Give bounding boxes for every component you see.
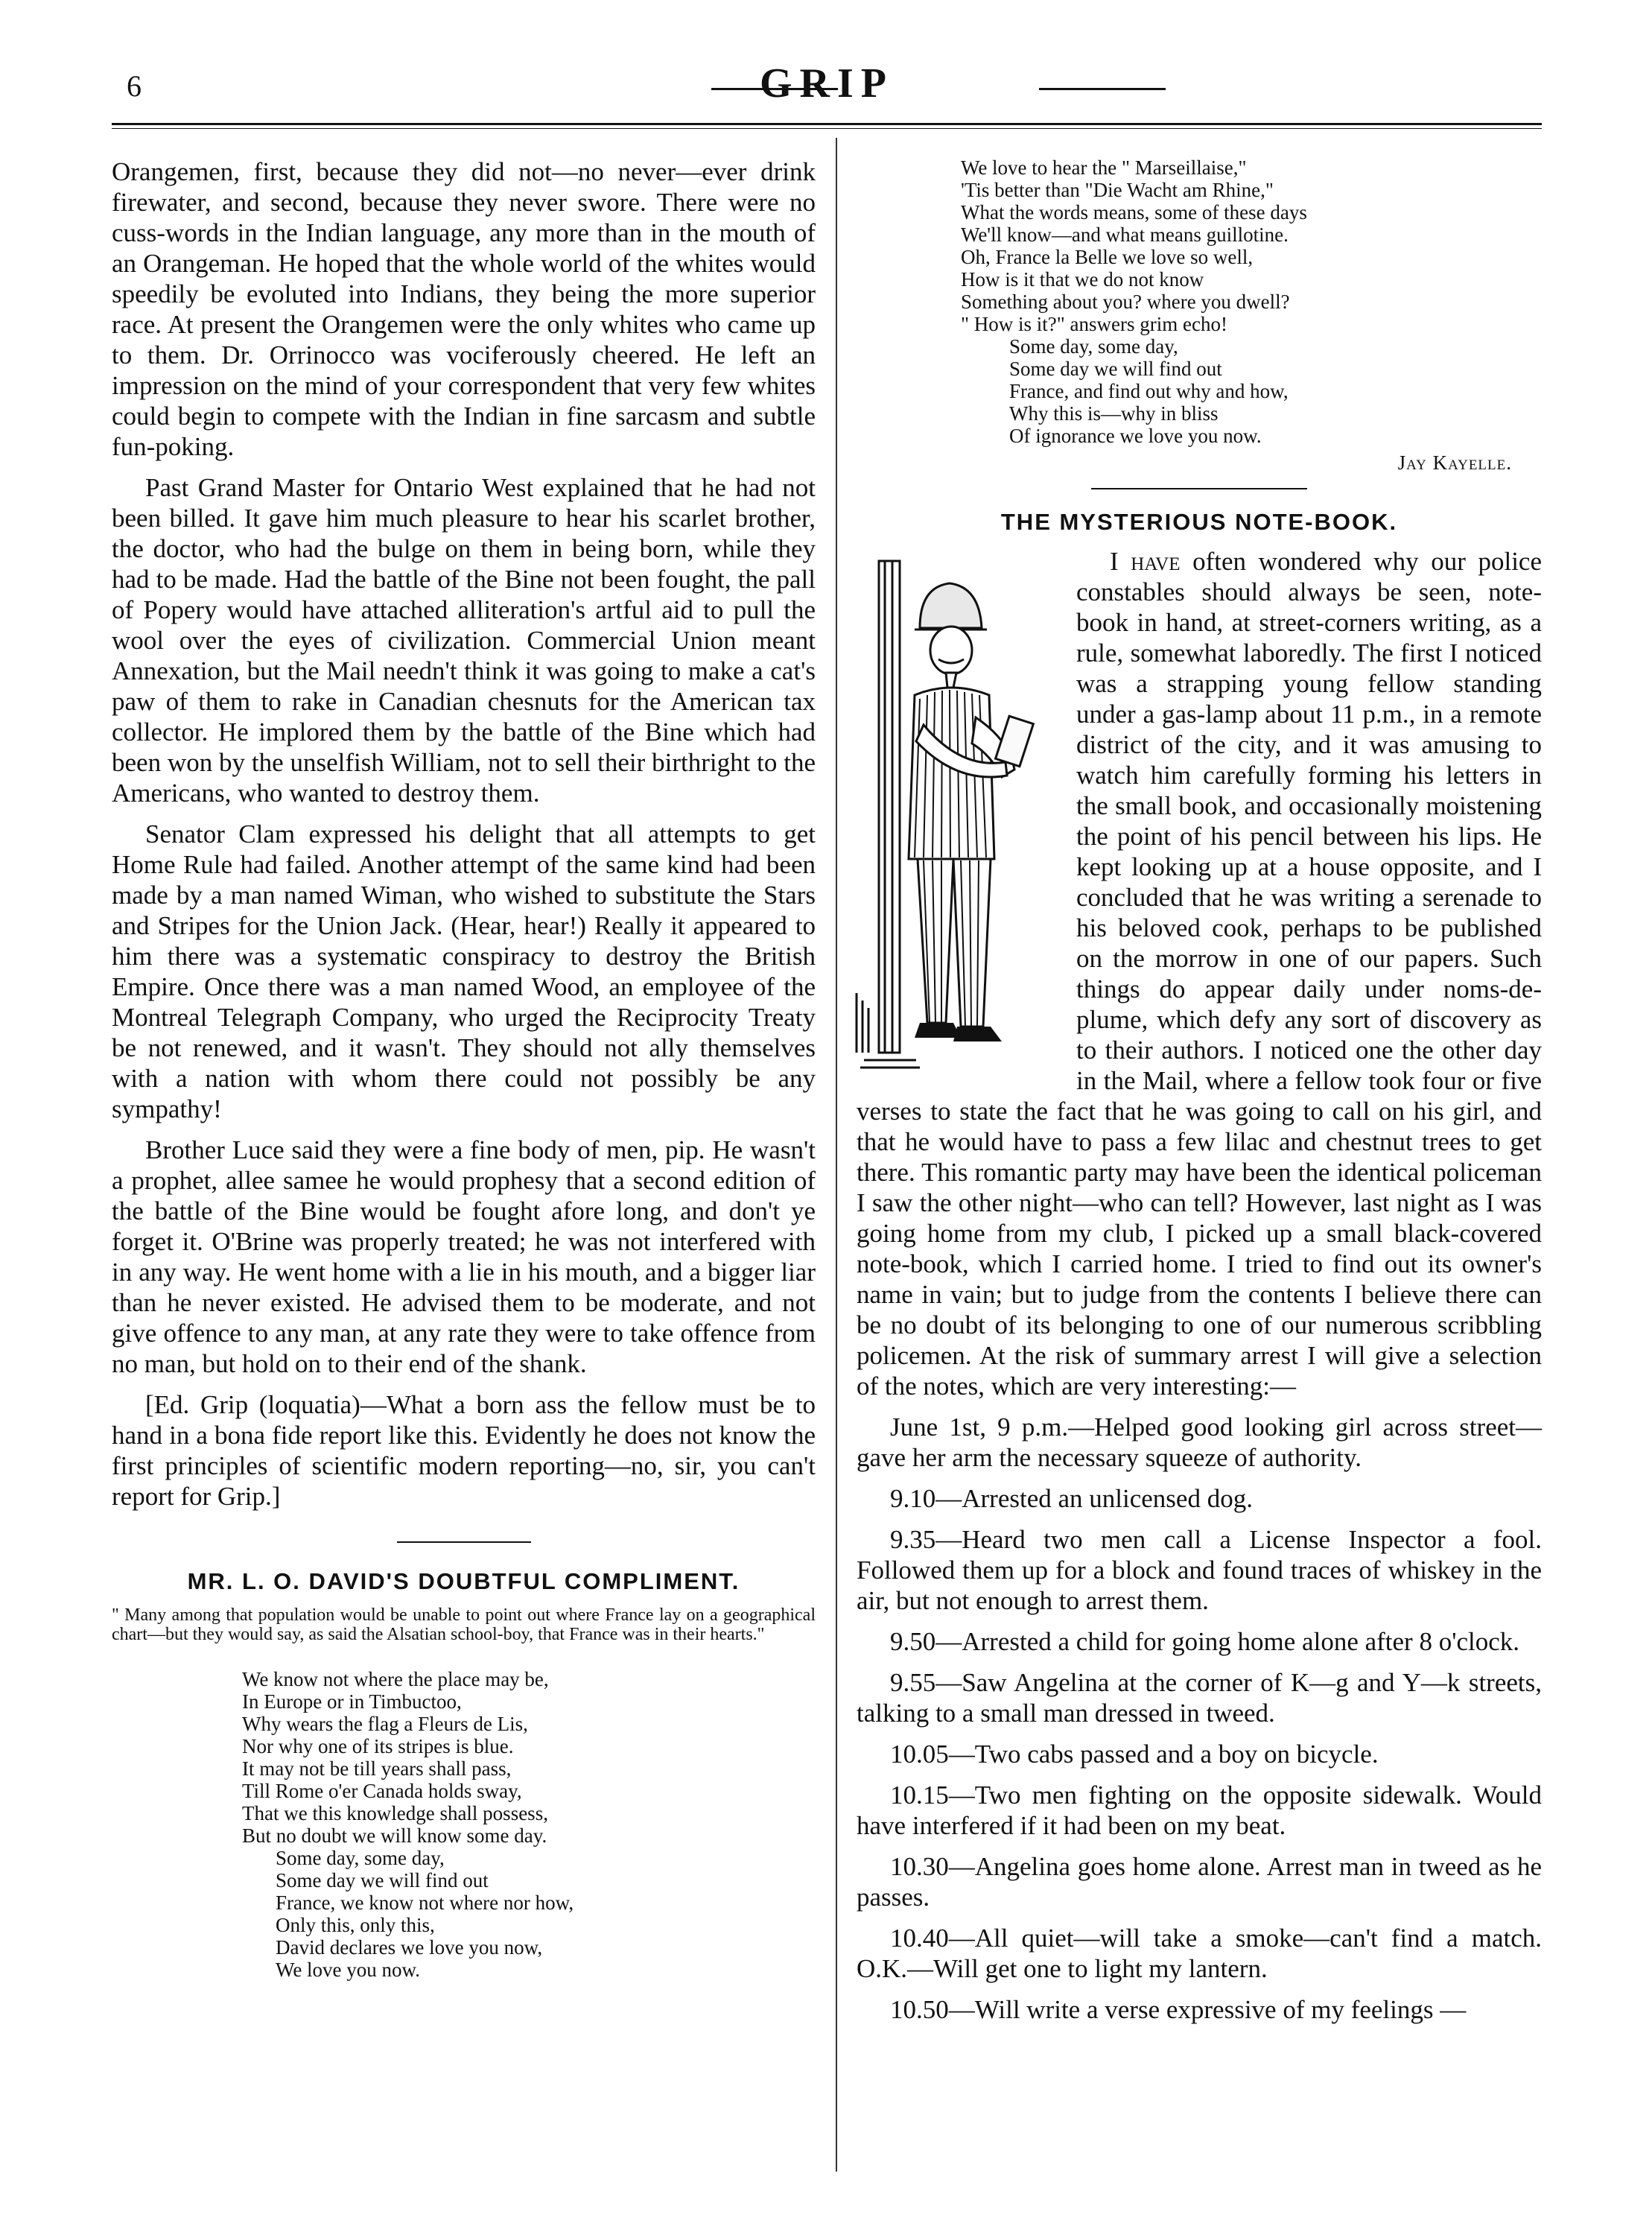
notebook-entry: 10.30—Angelina goes home alone. Arrest man in tweed as he passes.: [857, 1852, 1542, 1912]
masthead-title: GRIP: [760, 60, 894, 107]
poem-line: Only this, only this,: [276, 1914, 435, 1936]
poem-line: France, we know not where nor how,: [276, 1892, 574, 1914]
paragraph-editor-note: [Ed. Grip (loquatia)—What a born ass the fellow must be to hand in a bona fide report like this. Evidently he does not know the first principles of scientific modern reporting—no, sir, you can't report for Grip.]: [112, 1390, 816, 1511]
left-column: [112, 156, 816, 1981]
poem-line: Why this is—why in bliss: [1009, 402, 1219, 425]
poem-line: Nor why one of its stripes is blue.: [242, 1735, 514, 1757]
poem-line: We love you now.: [276, 1959, 421, 1981]
notebook-entry: 10.40—All quiet—will take a smoke—can't find a match. O.K.—Will get one to light my lantern.: [857, 1924, 1542, 1983]
section-rule: [397, 1541, 531, 1543]
paragraph-senator-clam: Senator Clam expressed his delight that all attempts to get Home Rule had failed. Another attempt of the same kind had been made by a man named Wiman, who wished to substitute the Stars and Stripes for the Union Jack. (Hear, hear!) Really it appeared to him there was a systematic conspiracy to destroy the British Empire. Once there was a man named Wood, an employee of the Montreal Telegraph Company, who urged the Reciprocity Treaty be not renewed, and it wasn't. They should not ally themselves with a nation with whom there could not possibly be any sympathy!: [112, 819, 816, 1123]
section-rule: [1091, 488, 1307, 489]
poem-line: But no doubt we will know some day.: [242, 1824, 547, 1847]
poem-line: Why wears the flag a Fleurs de Lis,: [242, 1713, 528, 1735]
column-divider: [836, 138, 837, 2172]
poem-line: It may not be till years shall pass,: [242, 1757, 512, 1780]
header-rule: [112, 123, 1542, 125]
masthead-rule-right: [1039, 88, 1166, 90]
poem-line: Some day, some day,: [276, 1847, 445, 1869]
intro-text: often wondered why our police constables should always be seen, note-book in hand, at street-corners writing, as a rule, somewhat laboredly. The first I noticed was a strapping young fellow standing under a gas-lamp about 11 p.m., in a remote district of the city, and it was amusing to watch him carefully forming his letters in the small book, and occasionally moistening the point of his pencil between his lips. He kept looking up at a house opposite, and I concluded that he was writing a serenade to his beloved cook, perhaps to be published on the morrow in one of our papers. Such things do appear daily under noms-de-plume, which defy any sort of discovery as to their authors. I noticed one the other day in the Mail, where a fellow took four or five verses to state the fact that he was going to call on his girl, and that he would have to pass a few lilac and chestnut trees to get there. This romantic party may have been the identical policeman I saw the other night—who can tell? However, last night as I was going home from my club, I picked up a small black-covered note-book, which I carried home. I tried to find out its owner's name in vain; but to judge from the contents I believe there can be no doubt of its belonging to one of our numerous scribbling policemen. At the risk of summary arrest I will give a selection of the notes, which are very interesting:—: [857, 547, 1542, 1401]
paragraph-brother-luce: Brother Luce said they were a fine body of men, pip. He wasn't a prophet, allee samee he would prophesy that a second edition of the battle of the Bine would be fought afore long, and don't ye forget it. O'Brine was properly treated; he was not interfered with in any way. He went home with a lie in his mouth, and a bigger liar than he never existed. He advised them to be moderate, and not give offence to any man, at any rate they were to take offence from no man, but hold on to their end of the shank.: [112, 1135, 816, 1378]
poem-line: Of ignorance we love you now.: [1009, 425, 1262, 447]
headline-notebook: THE MYSTERIOUS NOTE-BOOK.: [1000, 509, 1398, 535]
poem-line: Something about you? where you dwell?: [961, 291, 1290, 313]
poem-line: What the words means, some of these days: [961, 201, 1307, 223]
poem-line: That we this knowledge shall possess,: [242, 1802, 548, 1824]
poem-line: Some day we will find out: [276, 1869, 489, 1892]
page-number: 6: [127, 69, 142, 103]
poem-david: [242, 1668, 816, 1981]
poem-line: 'Tis better than "Die Wacht am Rhine,": [961, 179, 1274, 201]
poem-line: France, and find out why and how,: [1009, 380, 1289, 402]
poem-marseillaise: [961, 156, 1542, 447]
paragraph-orangemen: Orangemen, first, because they did not—no never—ever drink firewater, and second, because they never swore. There were no cuss-words in the Indian language, any more than in the mouth of an Orangeman. He hoped that the whole world of the whites would speedily be evoluted into Indians, they being the more superior race. At present the Orangemen were the only whites who came up to them. Dr. Orrinocco was vociferously cheered. He left an impression on the mind of your correspondent that very few whites could begin to compete with the Indian in fine sarcasm and subtle fun-poking.: [112, 157, 816, 461]
poem-line: Oh, France la Belle we love so well,: [961, 246, 1254, 268]
epigraph: " Many among that population would be unable to point out where France lay on a geographical chart—but they would say, as said the Alsatian school-boy, that France was in their hearts.": [112, 1605, 816, 1644]
notebook-entry: 9.35—Heard two men call a License Inspector a fool. Followed them up for a block and found traces of whiskey in the air, but not enough to arrest them.: [857, 1525, 1542, 1615]
policeman-illustration: [849, 546, 1069, 1071]
notebook-entry: 9.10—Arrested an unlicensed dog.: [890, 1484, 1253, 1513]
poem-line: We know not where the place may be,: [242, 1668, 549, 1690]
poem-line: Till Rome o'er Canada holds sway,: [242, 1780, 522, 1802]
poem-line: " How is it?" answers grim echo!: [961, 313, 1227, 335]
paragraph-grand-master: Past Grand Master for Ontario West explained that he had not been billed. It gave him much pleasure to hear his scarlet brother, the doctor, who had the bulge on them in being born, while they had to be made. Had the battle of the Bine not been fought, the pall of Popery would have attached alliteration's artful aid to pull the wool over the eyes of civilization. Commercial Union meant Annexation, but the Mail needn't think it was going to make a cat's paw of them to rake in Canadian chesnuts for the American tax collector. He implored them by the battle of the Bine which had been won by the unselfish William, not to sell their birthright to the Americans, who wanted to destroy them.: [112, 473, 816, 808]
notebook-entry: 10.15—Two men fighting on the opposite sidewalk. Would have interfered if it had been on my beat.: [857, 1781, 1542, 1840]
notebook-entry: 10.05—Two cabs passed and a boy on bicycle.: [890, 1740, 1379, 1769]
intro-small-caps: I have: [1110, 547, 1181, 576]
poem-line: In Europe or in Timbuctoo,: [242, 1690, 462, 1713]
notebook-entry: 9.55—Saw Angelina at the corner of K—g and Y—k streets, talking to a small man dressed in tweed.: [857, 1668, 1542, 1728]
poem-line: We love to hear the " Marseillaise,": [961, 156, 1247, 179]
poem-line: Some day we will find out: [1009, 358, 1222, 380]
poem-line: David declares we love you now,: [276, 1936, 543, 1959]
header-rule-thin: [112, 128, 1542, 129]
poem-line: Some day, some day,: [1009, 335, 1178, 358]
poem-line: How is it that we do not know: [961, 268, 1204, 291]
notebook-entry: June 1st, 9 p.m.—Helped good looking girl across street—gave her arm the necessary squeeze of authority.: [857, 1412, 1542, 1472]
poem-line: We'll know—and what means guillotine.: [961, 223, 1289, 246]
notebook-entry: 10.50—Will write a verse expressive of my feelings —: [890, 1995, 1467, 2024]
masthead: [112, 60, 1542, 127]
notebook-entry: 9.50—Arrested a child for going home alone after 8 o'clock.: [890, 1627, 1520, 1656]
headline-david-compliment: MR. L. O. DAVID'S DOUBTFUL COMPLIMENT.: [187, 1568, 740, 1594]
right-column: [857, 156, 1542, 2035]
signature: Jay Kayelle.: [1397, 451, 1512, 474]
